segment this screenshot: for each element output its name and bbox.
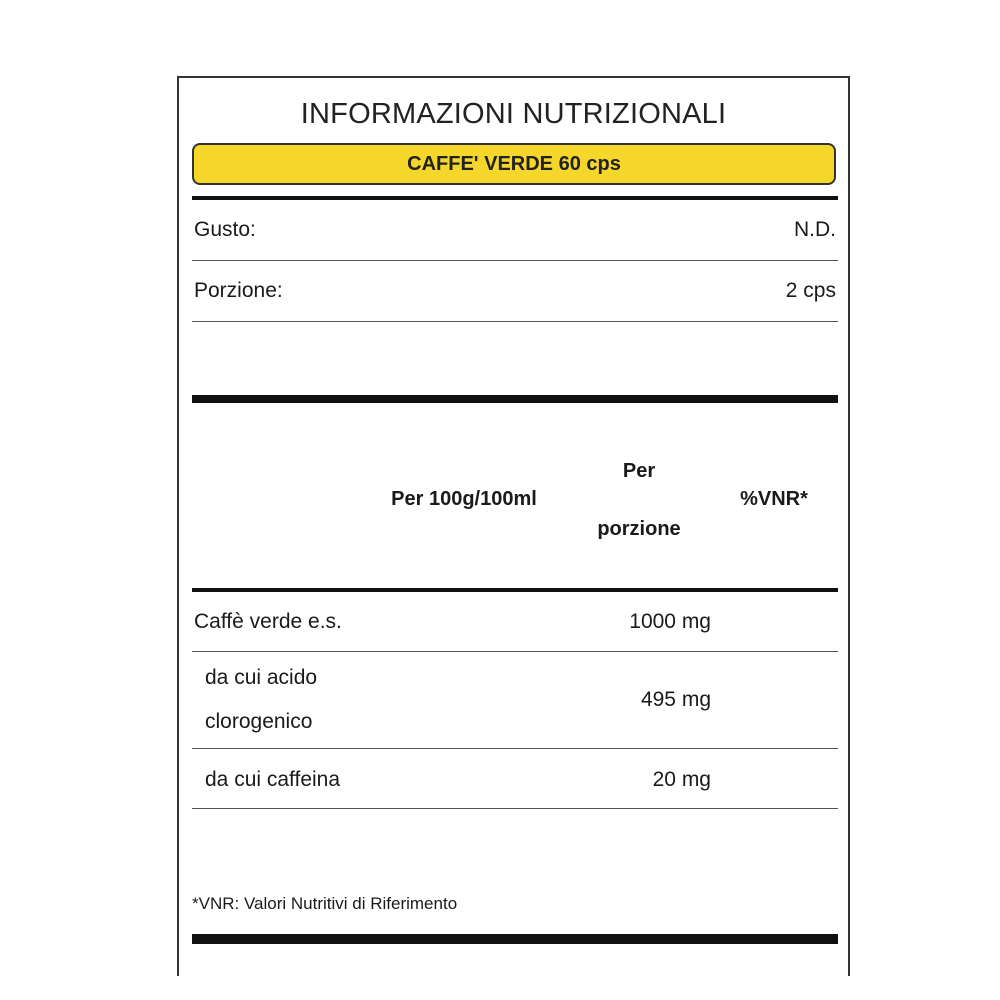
info-value: N.D. <box>794 218 836 241</box>
divider-thin <box>192 748 838 749</box>
nutrition-panel <box>177 76 850 976</box>
info-label: Porzione: <box>194 279 283 302</box>
header-per-portion-line2: porzione <box>597 518 681 540</box>
nutrient-amount: 495 mg <box>640 688 711 711</box>
divider-thin <box>192 651 838 652</box>
footnote: *VNR: Valori Nutritivi di Riferimento <box>192 894 458 913</box>
nutrient-amount: 1000 mg <box>629 610 711 633</box>
nutrient-name: da cui caffeina <box>205 768 341 791</box>
divider-thick <box>192 588 838 592</box>
divider-thick <box>192 196 838 200</box>
info-label: Gusto: <box>194 218 256 241</box>
header-vnr: %VNR* <box>740 488 808 510</box>
divider-heavy <box>192 934 838 944</box>
divider-heavy <box>192 395 838 403</box>
nutrient-name: Caffè verde e.s. <box>194 610 342 633</box>
info-value: 2 cps <box>785 279 836 302</box>
divider-thin <box>192 321 838 322</box>
product-badge: CAFFE' VERDE 60 cps <box>192 143 836 185</box>
divider-thin <box>192 808 838 809</box>
panel-title: INFORMAZIONI NUTRIZIONALI <box>300 98 727 130</box>
nutrient-name-line1: da cui acido <box>205 666 318 689</box>
header-per100: Per 100g/100ml <box>391 488 537 510</box>
nutrient-name-line2: clorogenico <box>205 710 313 733</box>
nutrient-amount: 20 mg <box>652 768 711 791</box>
header-per-portion-line1: Per <box>622 460 656 482</box>
divider-thin <box>192 260 838 261</box>
